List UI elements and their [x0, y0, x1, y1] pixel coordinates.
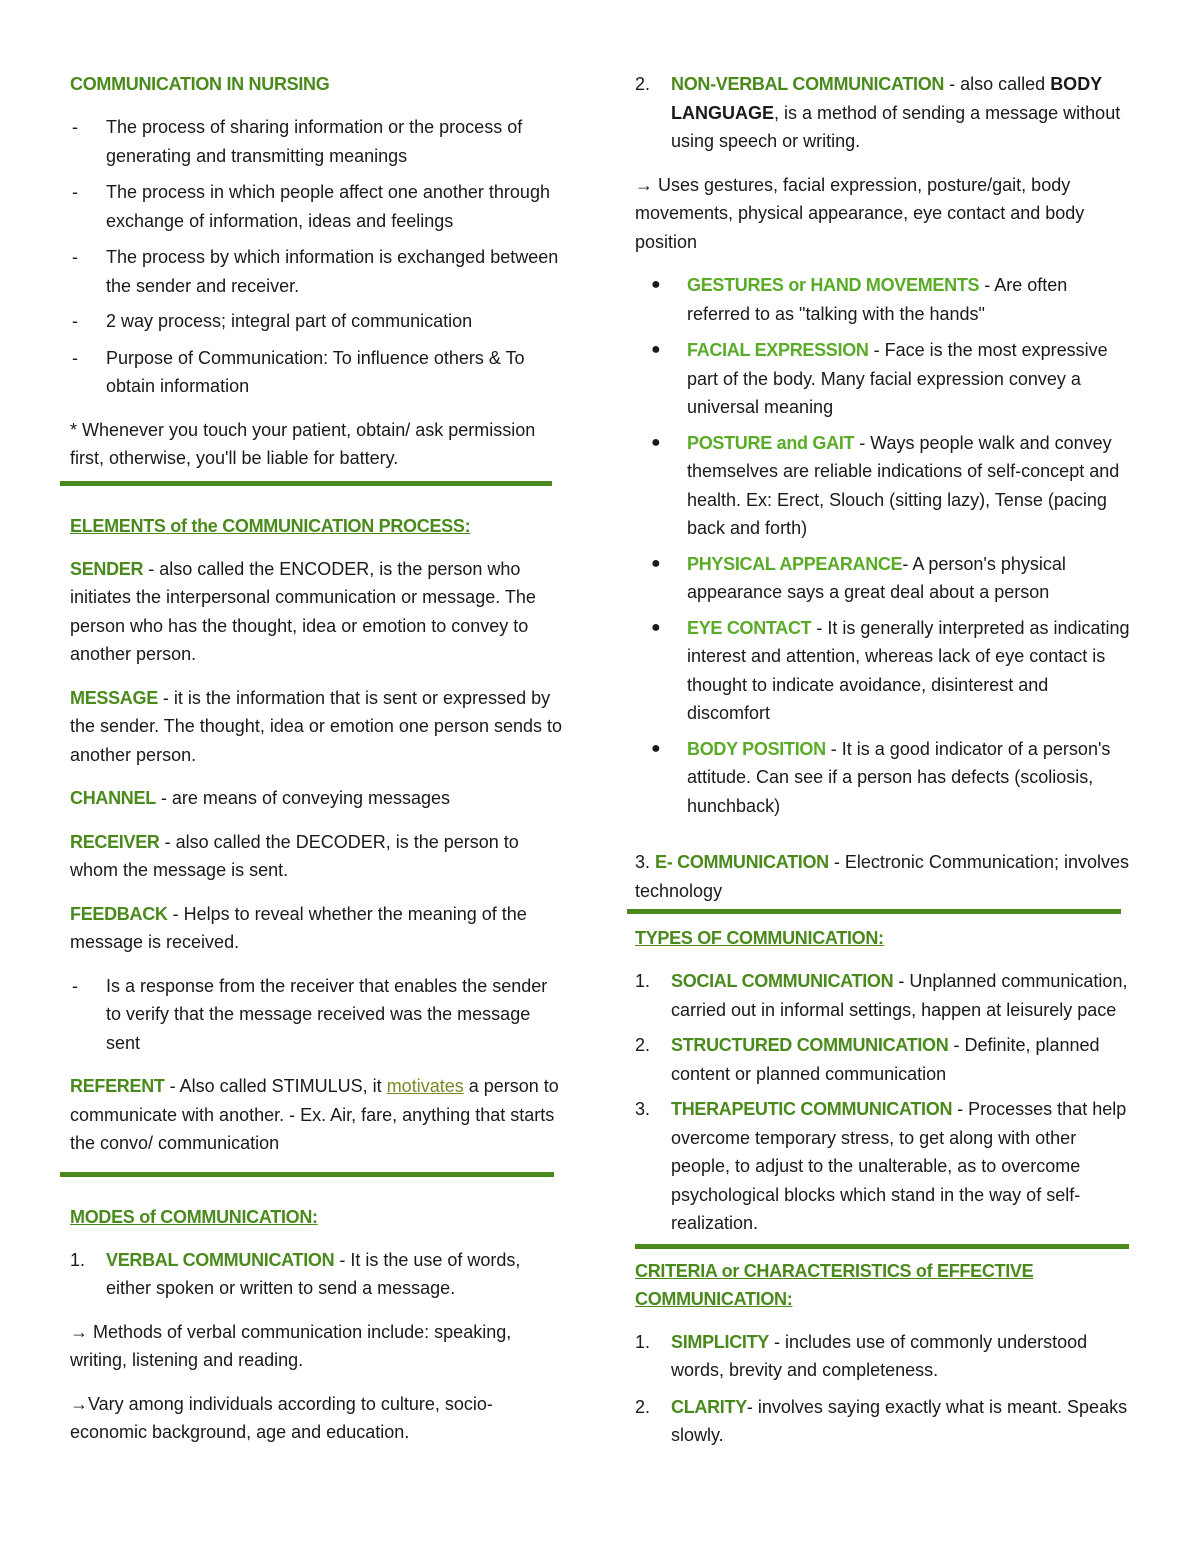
- nonverbal-text-a: - also called: [944, 74, 1051, 94]
- list-item: [635, 735, 1130, 821]
- bullet-text: - Face is the most expressive part of the body. Many facial expression convey a universal meaning: [687, 340, 1108, 417]
- modes-heading: MODES of COMMUNICATION:: [70, 1206, 318, 1227]
- nonverbal-text-b: , is a method of sending a message without using speech or writing.: [671, 102, 1121, 151]
- list-item: [635, 1095, 1130, 1238]
- right-column: [635, 70, 1130, 1450]
- referent-term: REFERENT: [70, 1076, 165, 1096]
- list-item: - 2 way process; integral part of communication: [70, 307, 565, 336]
- list-item: - The process in which people affect one another through exchange of information, ideas and feelings: [70, 178, 565, 235]
- sender-text: - also called the ENCODER, is the person who initiates the interpersonal communication or message. The person who has the thought, idea or emotion to convey to another person.: [70, 558, 536, 664]
- criteria-text: - includes use of commonly understood words, brevity and completeness.: [671, 1331, 1088, 1380]
- receiver-definition: [70, 828, 565, 885]
- item-number: 3.: [635, 1099, 651, 1119]
- bullet-term: BODY POSITION: [687, 738, 826, 759]
- bullet-term: EYE CONTACT: [687, 617, 812, 638]
- verbal-text: - It is the use of words, either spoken or written to send a message.: [106, 1249, 521, 1298]
- bullet-text: - Ways people walk and convey themselves are reliable indications of self-concept and health. Ex: Erect, Slouch (sitting lazy), Tense (pacing back and forth): [687, 432, 1120, 538]
- channel-text: - are means of conveying messages: [155, 788, 451, 808]
- list-item: [635, 1031, 1130, 1088]
- feedback-term: FEEDBACK: [70, 903, 168, 924]
- verbal-note: → Methods of verbal communication include: speaking, writing, listening and reading.: [70, 1321, 512, 1370]
- item-number: 2.: [635, 1396, 651, 1417]
- type-term: THERAPEUTIC COMMUNICATION: [671, 1099, 953, 1119]
- list-item: [635, 614, 1130, 728]
- nonverbal-bullets: [635, 271, 1130, 820]
- bullet-term: GESTURES or HAND MOVEMENTS: [687, 275, 980, 295]
- criteria-list: [635, 1328, 1130, 1450]
- types-list: [635, 967, 1130, 1238]
- message-term: MESSAGE: [70, 687, 158, 708]
- section-divider: [60, 481, 552, 486]
- list-item: [635, 1393, 1130, 1450]
- list-item: [70, 1246, 565, 1303]
- bullet-text: - A person's physical appearance says a great deal about a person: [687, 553, 1066, 602]
- item-number: 2.: [635, 1035, 651, 1055]
- ecommunication-text: - Electronic Communication; involves technology: [635, 852, 1129, 901]
- item-number: 3.: [635, 852, 656, 872]
- list-item: [635, 967, 1130, 1024]
- list-item: [635, 70, 1130, 156]
- list-item: - The process of sharing information or the process of generating and transmitting meanings: [70, 113, 565, 170]
- bullet-icon: ●: [651, 341, 661, 358]
- message-text: - it is the information that is sent or expressed by the sender. The thought, idea or emotion one person sends to another person.: [70, 687, 563, 765]
- bullet-icon: ●: [651, 554, 661, 572]
- bullet-text: - It is a good indicator of a person's attitude. Can see if a person has defects (scoliosis, hunchback): [687, 738, 1111, 816]
- item-number: 2.: [635, 74, 651, 94]
- type-term: STRUCTURED COMMUNICATION: [671, 1035, 949, 1055]
- battery-note: * Whenever you touch your patient, obtain/ ask permission first, otherwise, you'll be liable for battery.: [70, 419, 536, 468]
- criteria-heading: CRITERIA or CHARACTERISTICS of EFFECTIVE COMMUNICATION:: [635, 1260, 1034, 1309]
- nonverbal-note: → Uses gestures, facial expression, posture/gait, body movements, physical appearance, eye contact and body position: [635, 174, 1085, 252]
- list-item: - The process by which information is exchanged between the sender and receiver.: [70, 243, 565, 300]
- bullet-term: POSTURE and GAIT: [687, 432, 855, 453]
- list-item: [635, 336, 1130, 422]
- verbal-note: →Vary among individuals according to culture, socio-economic background, age and education.: [70, 1393, 493, 1442]
- list-item: [635, 550, 1130, 607]
- ecommunication-term: E- COMMUNICATION: [655, 852, 829, 872]
- bullet-icon: ●: [651, 276, 661, 293]
- intro-list: [70, 113, 565, 401]
- types-heading: TYPES OF COMMUNICATION:: [635, 928, 884, 948]
- item-number: 1.: [635, 971, 651, 991]
- sender-term: SENDER: [70, 558, 144, 579]
- section-divider: [627, 909, 1121, 914]
- item-number: 1.: [70, 1249, 86, 1270]
- bullet-icon: ●: [651, 618, 661, 636]
- item-number: 1.: [635, 1331, 651, 1352]
- channel-term: CHANNEL: [70, 788, 156, 808]
- criteria-text: - involves saying exactly what is meant. Speaks slowly.: [671, 1396, 1128, 1445]
- bullet-text: - It is generally interpreted as indicating interest and attention, whereas lack of eye contact is thought to indicate avoidance, disinterest and discomfort: [687, 617, 1130, 723]
- criteria-term: CLARITY: [671, 1396, 747, 1417]
- type-term: SOCIAL COMMUNICATION: [671, 971, 894, 991]
- feedback-definition: [70, 900, 565, 957]
- referent-text-a: - Also called STIMULUS, it: [164, 1076, 387, 1096]
- bullet-term: FACIAL EXPRESSION: [687, 340, 869, 360]
- type-text: - Definite, planned content or planned communication: [671, 1035, 1100, 1084]
- feedback-sublist: [70, 972, 565, 1058]
- receiver-term: RECEIVER: [70, 831, 160, 852]
- bullet-text: - Are often referred to as "talking with the hands": [687, 275, 1068, 324]
- type-text: - Processes that help overcome temporary stress, to get along with other people, to adjust to the unalterable, as to overcome psychological blocks which stand in the way of self-realization.: [671, 1099, 1127, 1233]
- sender-definition: [70, 555, 565, 669]
- left-column: [70, 70, 565, 1447]
- list-item: [635, 429, 1130, 543]
- modes-list: [70, 1246, 565, 1303]
- message-definition: [70, 684, 565, 770]
- bullet-icon: ●: [651, 433, 661, 451]
- section-divider: [635, 1244, 1129, 1249]
- receiver-text: - also called the DECODER, is the person to whom the message is sent.: [70, 831, 519, 880]
- list-item: - Purpose of Communication: To influence others & To obtain information: [70, 344, 565, 401]
- type-text: - Unplanned communication, carried out in informal settings, happen at leisurely pace: [671, 971, 1128, 1020]
- motivates-link[interactable]: motivates: [386, 1076, 464, 1096]
- nonverbal-list: [635, 70, 1130, 156]
- list-item: - Is a response from the receiver that enables the sender to verify that the message received was the message sent: [70, 972, 565, 1058]
- criteria-term: SIMPLICITY: [671, 1331, 770, 1352]
- ecommunication-definition: [635, 848, 1130, 905]
- referent-definition: [70, 1072, 565, 1158]
- body-language-term: BODY LANGUAGE: [671, 74, 1102, 123]
- page-title: COMMUNICATION IN NURSING: [70, 74, 330, 94]
- verbal-term: VERBAL COMMUNICATION: [106, 1249, 335, 1270]
- referent-text-b: a person to communicate with another. - Ex. Air, fare, anything that starts the convo/ communication: [70, 1076, 559, 1153]
- elements-heading: ELEMENTS of the COMMUNICATION PROCESS:: [70, 515, 471, 536]
- channel-definition: [70, 784, 565, 813]
- list-item: [635, 1328, 1130, 1385]
- bullet-icon: ●: [651, 739, 661, 757]
- nonverbal-term: NON-VERBAL COMMUNICATION: [671, 74, 945, 94]
- feedback-text: - Helps to reveal whether the meaning of the message is received.: [70, 903, 527, 952]
- section-divider: [60, 1172, 554, 1177]
- bullet-term: PHYSICAL APPEARANCE: [687, 553, 903, 574]
- list-item: [635, 271, 1130, 328]
